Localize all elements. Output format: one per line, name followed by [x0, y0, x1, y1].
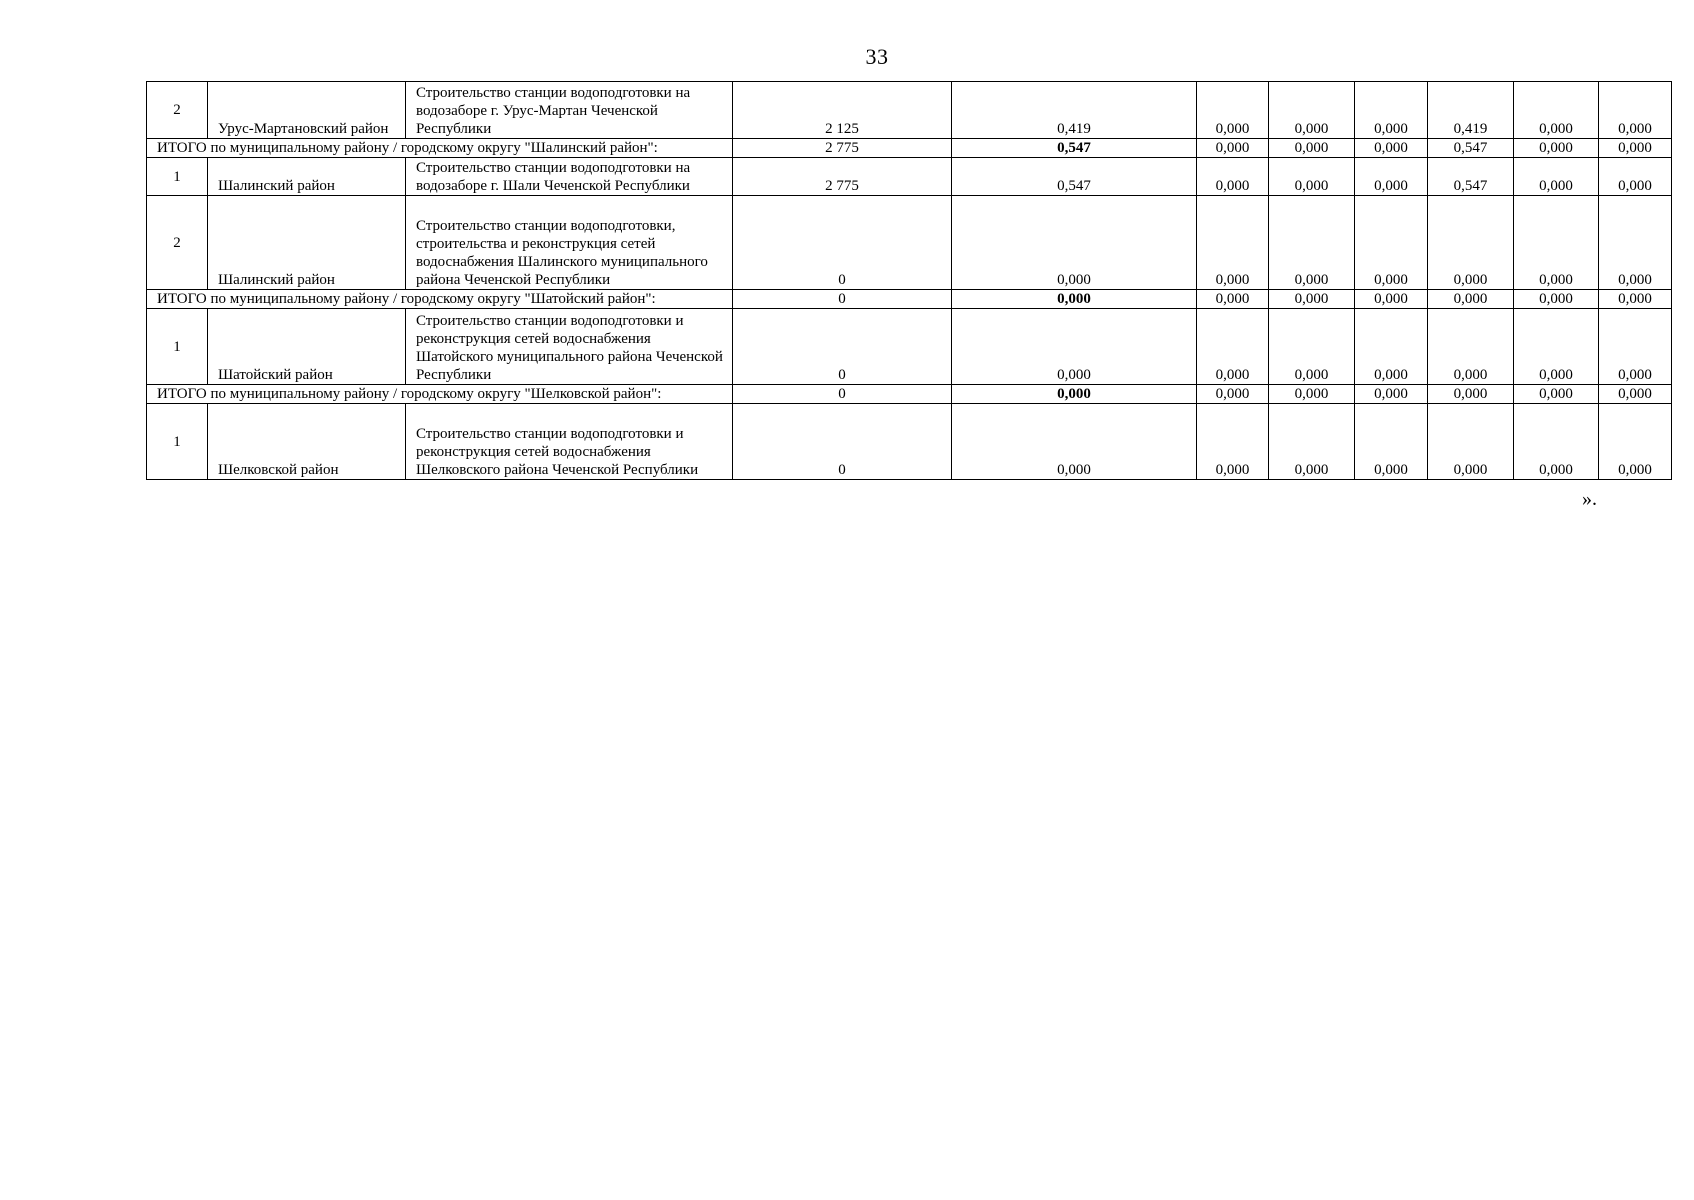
value-cell: 0,000 [1599, 82, 1672, 139]
value-cell: 0,000 [1514, 158, 1599, 196]
value-cell: 0,000 [1514, 309, 1599, 385]
value-cell: 0,000 [1269, 290, 1355, 309]
value-cell: 0,547 [1428, 158, 1514, 196]
page-number: 33 [865, 44, 889, 69]
capacity-value: 0 [733, 404, 952, 480]
total-value: 0,000 [952, 404, 1197, 480]
value-cell: 0,000 [1599, 139, 1672, 158]
project-name: Строительство станции водоподготовки на водозаборе г. Шали Чеченской Республики [406, 158, 733, 196]
value-cell: 0,000 [1269, 82, 1355, 139]
value-cell: 0,000 [1514, 139, 1599, 158]
capacity-value: 0 [733, 196, 952, 290]
capacity-value: 0 [733, 385, 952, 404]
total-value: 0,000 [952, 196, 1197, 290]
value-cell: 0,000 [1355, 158, 1428, 196]
value-cell: 0,000 [1355, 309, 1428, 385]
value-cell: 0,000 [1355, 404, 1428, 480]
district-name: Шалинский район [208, 158, 406, 196]
total-value: 0,000 [952, 290, 1197, 309]
value-cell: 0,000 [1599, 290, 1672, 309]
value-cell: 0,000 [1599, 158, 1672, 196]
total-row [147, 385, 1672, 404]
value-cell: 0,000 [1514, 82, 1599, 139]
total-value: 0,547 [952, 139, 1197, 158]
capacity-value: 2 125 [733, 82, 952, 139]
value-cell: 0,000 [1269, 309, 1355, 385]
value-cell: 0,000 [1197, 309, 1269, 385]
value-cell: 0,000 [1428, 196, 1514, 290]
table-row [147, 309, 1672, 385]
value-cell: 0,000 [1355, 196, 1428, 290]
capacity-value: 2 775 [733, 139, 952, 158]
value-cell: 0,419 [1428, 82, 1514, 139]
project-name: Строительство станции водоподготовки на водозаборе г. Урус-Мартан Чеченской Республики [406, 82, 733, 139]
capacity-value: 2 775 [733, 158, 952, 196]
value-cell: 0,000 [1197, 196, 1269, 290]
value-cell: 0,000 [1355, 139, 1428, 158]
value-cell: 0,000 [1514, 404, 1599, 480]
value-cell: 0,000 [1428, 385, 1514, 404]
closing-quote-mark: ». [1582, 488, 1597, 510]
value-cell: 0,000 [1599, 385, 1672, 404]
district-name: Шалинский район [208, 196, 406, 290]
total-label: ИТОГО по муниципальному району / городскому округу "Шалинский район": [147, 139, 733, 158]
value-cell: 0,000 [1269, 196, 1355, 290]
value-cell: 0,547 [1428, 139, 1514, 158]
value-cell: 0,000 [1197, 290, 1269, 309]
project-name: Строительство станции водоподготовки и реконструкция сетей водоснабжения Шелковского района Чеченской Республики [406, 404, 733, 480]
total-value: 0,419 [952, 82, 1197, 139]
row-number: 2 [147, 82, 208, 139]
total-label: ИТОГО по муниципальному району / городскому округу "Шатойский район": [147, 290, 733, 309]
value-cell: 0,000 [1269, 139, 1355, 158]
capacity-value: 0 [733, 309, 952, 385]
value-cell: 0,000 [1355, 290, 1428, 309]
value-cell: 0,000 [1428, 290, 1514, 309]
row-number: 2 [147, 196, 208, 290]
total-label: ИТОГО по муниципальному району / городскому округу "Шелковской район": [147, 385, 733, 404]
capacity-value: 0 [733, 290, 952, 309]
value-cell: 0,000 [1514, 385, 1599, 404]
value-cell: 0,000 [1428, 404, 1514, 480]
total-value: 0,000 [952, 309, 1197, 385]
value-cell: 0,000 [1514, 196, 1599, 290]
district-name: Шатойский район [208, 309, 406, 385]
value-cell: 0,000 [1428, 309, 1514, 385]
value-cell: 0,000 [1269, 404, 1355, 480]
value-cell: 0,000 [1599, 404, 1672, 480]
project-name: Строительство станции водоподготовки, строительства и реконструкция сетей водоснабжения Шалинского муниципального района Чеченской Республики [406, 196, 733, 290]
table-row [147, 158, 1672, 196]
project-name: Строительство станции водоподготовки и реконструкция сетей водоснабжения Шатойского муниципального района Чеченской Республики [406, 309, 733, 385]
value-cell: 0,000 [1355, 82, 1428, 139]
total-row [147, 290, 1672, 309]
value-cell: 0,000 [1599, 309, 1672, 385]
row-number: 1 [147, 404, 208, 480]
value-cell: 0,000 [1197, 385, 1269, 404]
table-row [147, 404, 1672, 480]
value-cell: 0,000 [1514, 290, 1599, 309]
row-number: 1 [147, 309, 208, 385]
row-number: 1 [147, 158, 208, 196]
value-cell: 0,000 [1197, 139, 1269, 158]
value-cell: 0,000 [1197, 82, 1269, 139]
investment-table [146, 81, 1672, 480]
value-cell: 0,000 [1355, 385, 1428, 404]
value-cell: 0,000 [1269, 158, 1355, 196]
total-value: 0,547 [952, 158, 1197, 196]
table-row [147, 196, 1672, 290]
value-cell: 0,000 [1197, 158, 1269, 196]
value-cell: 0,000 [1269, 385, 1355, 404]
district-name: Урус-Мартановский район [208, 82, 406, 139]
value-cell: 0,000 [1599, 196, 1672, 290]
total-value: 0,000 [952, 385, 1197, 404]
district-name: Шелковской район [208, 404, 406, 480]
table-row [147, 82, 1672, 139]
total-row [147, 139, 1672, 158]
value-cell: 0,000 [1197, 404, 1269, 480]
